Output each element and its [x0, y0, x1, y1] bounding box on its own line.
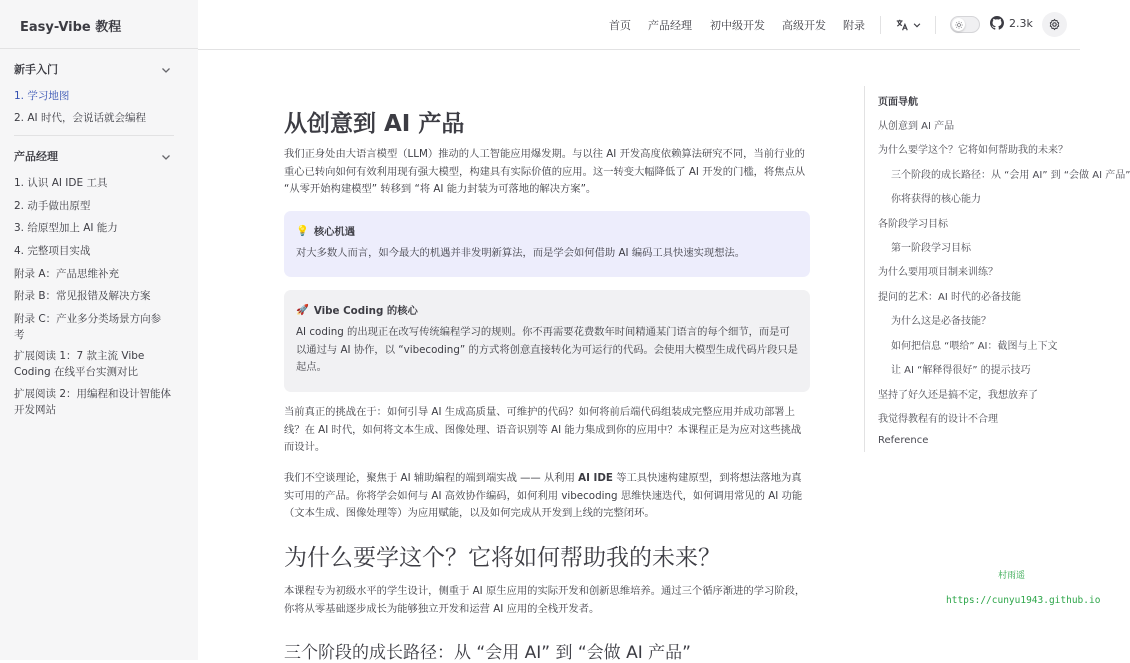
github-stars: 2.3k	[1009, 16, 1033, 30]
chevron-down-icon[interactable]	[160, 151, 172, 163]
outline-item[interactable]: 如何把信息 “喂给” AI：截图与上下文	[891, 341, 1058, 352]
language-menu[interactable]	[895, 15, 923, 35]
sidebar-item-learning-map[interactable]: 1. 学习地图	[14, 90, 70, 102]
callout-body: 对大多数人而言，如今最大的机遇并非发明新算法，而是学会如何借助 AI 编码工具快速实现想法。	[296, 247, 746, 259]
page-title: 从创意到 AI 产品	[284, 111, 465, 137]
outline-item[interactable]: 为什么要用项目制来训练？	[878, 267, 998, 278]
nav-product-manager[interactable]: 产品经理	[648, 19, 692, 32]
outline-item[interactable]: 为什么要学这个？它将如何帮助我的未来？	[878, 145, 1068, 156]
outline-item[interactable]: 从创意到 AI 产品	[878, 121, 955, 132]
page-outline	[864, 86, 1130, 452]
chevron-down-icon[interactable]	[160, 64, 172, 76]
rocket-icon: 🚀	[296, 304, 309, 316]
outline-item[interactable]: 我觉得教程有的设计不合理	[878, 414, 998, 425]
callout-title: Vibe Coding 的核心	[313, 305, 418, 317]
divider	[935, 16, 936, 34]
divider	[880, 16, 881, 34]
settings-button[interactable]	[1042, 12, 1067, 37]
outline-item[interactable]: 第一阶段学习目标	[891, 243, 971, 254]
theme-knob	[952, 18, 965, 31]
outline-item[interactable]: 你将获得的核心能力	[891, 194, 981, 205]
practice-paragraph: 我们不空谈理论，聚焦于 AI 辅助编程的端到端实战 —— 从利用 AI IDE 等工具快速构建原型，到将想法落地为真实可用的产品。你将学会如何与 AI 高效协作编码，如何利用 vibecoding 思维快速迭代，如何调用常见的 AI 功能（文本生成、图像处理等）为应用赋能，以及如何完成从开发到上线的完整闭环。	[284, 472, 803, 519]
watermark-name: 村雨遥	[998, 571, 1026, 581]
section-heading-why: 为什么要学这个？它将如何帮助我的未来？	[284, 545, 721, 571]
outline-item[interactable]: 提问的艺术：AI 时代的必备技能	[878, 292, 1021, 303]
sidebar-item-appendix-b[interactable]: 附录 B：常见报错及解决方案	[14, 290, 151, 302]
chevron-down-icon	[912, 20, 922, 30]
sidebar-item-ai-ide[interactable]: 1. 认识 AI IDE 工具	[14, 177, 108, 189]
github-icon	[990, 16, 1004, 30]
top-navbar	[198, 0, 1080, 50]
divider	[0, 48, 198, 49]
lightbulb-icon: 💡	[296, 225, 309, 237]
sidebar-item-add-ai[interactable]: 3. 给原型加上 AI 能力	[14, 222, 118, 234]
sidebar-item-reading-2[interactable]: 扩展阅读 2：用编程和设计智能体开发网站	[14, 388, 172, 416]
sun-icon	[955, 21, 963, 29]
translate-icon	[895, 18, 909, 32]
outline-item[interactable]: 三个阶段的成长路径：从 “会用 AI” 到 “会做 AI 产品”	[891, 170, 1130, 181]
sidebar-section-beginner[interactable]: 新手入门	[14, 63, 58, 76]
callout-body: AI coding 的出现正在改写传统编程学习的规则。你不再需要花费数年时间精通某门语言的每个细节，而是可以通过与 AI 协作，以 “vibecoding” 的方式将创意直接转化为可运行的代码。会使用大模型生成代码片段只是起点。	[296, 326, 798, 373]
sidebar-item-project[interactable]: 4. 完整项目实战	[14, 245, 91, 257]
sidebar-section-product-manager[interactable]: 产品经理	[14, 150, 58, 163]
tip-callout	[284, 211, 810, 277]
nav-senior-dev[interactable]: 高级开发	[782, 19, 826, 32]
sidebar-item-reading-1[interactable]: 扩展阅读 1：7 款主流 Vibe Coding 在线平台实测对比	[14, 350, 145, 378]
sidebar-item-prototype[interactable]: 2. 动手做出原型	[14, 200, 91, 212]
outline-item[interactable]: Reference	[878, 435, 929, 446]
site-title[interactable]: Easy-Vibe 教程	[20, 20, 122, 35]
nav-appendix[interactable]: 附录	[843, 19, 865, 32]
outline-item[interactable]: 坚持了好久还是搞不定，我想放弃了	[878, 390, 1038, 401]
why-paragraph: 本课程专为初级水平的学生设计，侧重于 AI 原生应用的实际开发和创新思维培养。通过三个循序渐进的学习阶段，你将从零基础逐步成长为能够独立开发和运营 AI 应用的全栈开发者。	[284, 585, 806, 615]
section-heading-stages: 三个阶段的成长路径：从 “会用 AI” 到 “会做 AI 产品”	[284, 643, 691, 663]
outline-item[interactable]: 为什么这是必备技能？	[891, 316, 991, 327]
github-link[interactable]	[990, 16, 1033, 30]
note-callout	[284, 290, 810, 392]
ai-ide-emphasis: AI IDE	[578, 472, 613, 484]
gear-icon	[1048, 18, 1061, 31]
challenge-paragraph: 当前真正的挑战在于：如何引导 AI 生成高质量、可维护的代码？如何将前后端代码组装成完整应用并成功部署上线？在 AI 时代，如何将文本生成、图像处理、语音识别等 AI 能力集成到你的应用中？本课程正是为应对这些挑战而设计。	[284, 406, 802, 453]
nav-junior-dev[interactable]: 初中级开发	[710, 19, 765, 32]
sidebar	[0, 0, 198, 660]
intro-paragraph: 我们正身处由大语言模型（LLM）推动的人工智能应用爆发期。与以往 AI 开发高度依赖算法研究不同，当前行业的重心已转向如何有效利用现有强大模型，构建具有实际价值的应用。这一转变大幅降低了 AI 开发的门槛，将焦点从 “从零开始构建模型” 转移到 “将 AI 能力封装为可落地的解决方案”。	[284, 148, 806, 195]
sidebar-item-appendix-c[interactable]: 附录 C：产业多分类场景方向参考	[14, 313, 162, 341]
outline-item[interactable]: 让 AI “解释得很好” 的提示技巧	[891, 365, 1031, 376]
divider	[14, 135, 174, 136]
nav-home[interactable]: 首页	[609, 19, 631, 32]
callout-title: 核心机遇	[313, 226, 356, 238]
theme-toggle[interactable]	[950, 16, 980, 33]
sidebar-item-appendix-a[interactable]: 附录 A：产品思维补充	[14, 268, 120, 280]
sidebar-item-ai-era[interactable]: 2. AI 时代，会说话就会编程	[14, 112, 146, 124]
outline-item[interactable]: 各阶段学习目标	[878, 219, 948, 230]
watermark-url: https://cunyu1943.github.io	[946, 595, 1101, 606]
outline-title: 页面导航	[878, 97, 918, 108]
